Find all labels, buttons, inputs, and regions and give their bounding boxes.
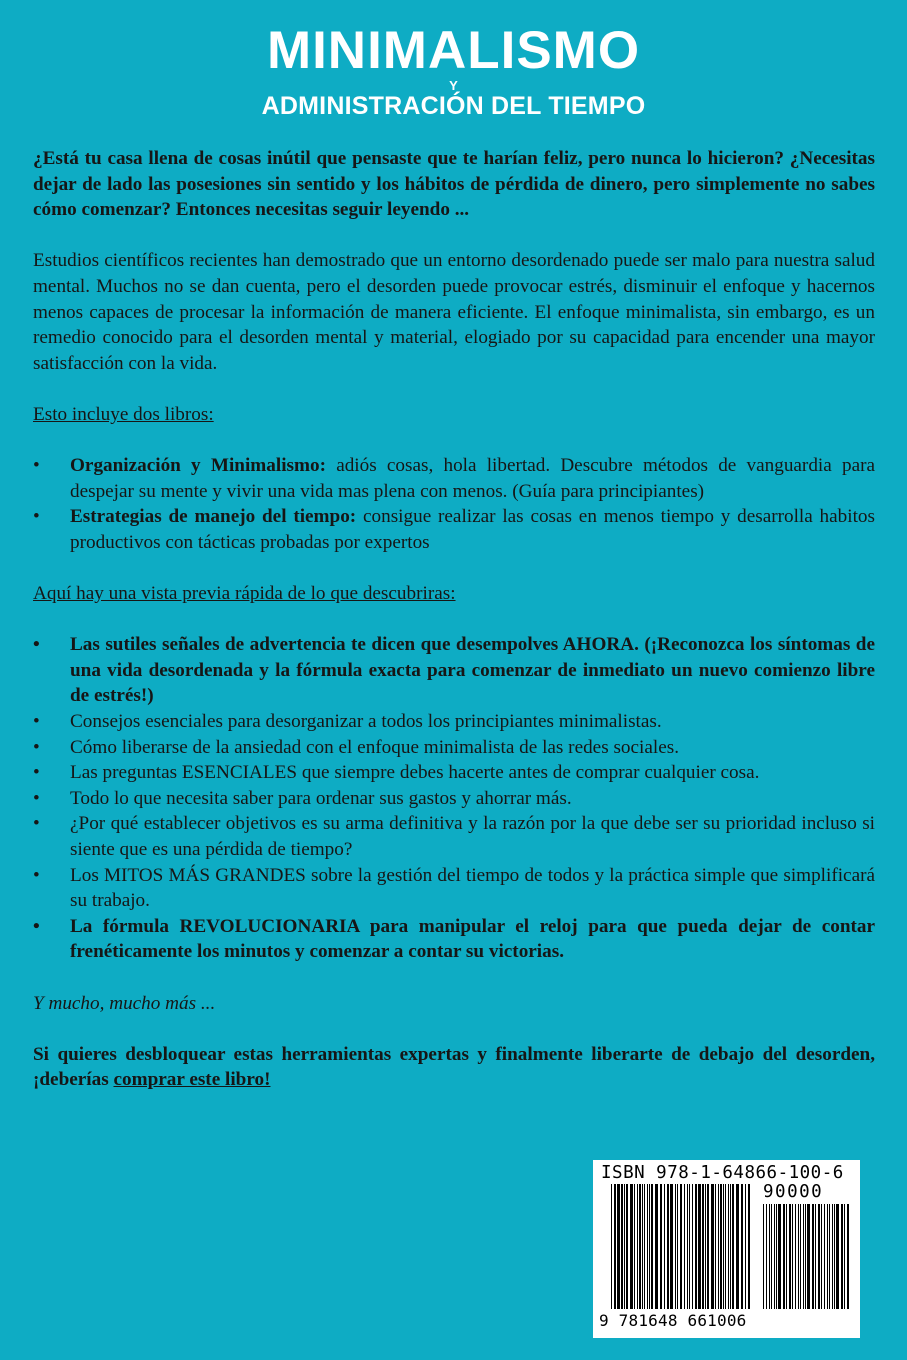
barcode-bar [836, 1204, 839, 1309]
barcode-bar [763, 1204, 764, 1309]
barcode-bar [655, 1184, 658, 1309]
call-to-action [33, 1042, 875, 1093]
barcode-bar [677, 1184, 678, 1309]
barcode-bar [789, 1204, 791, 1309]
bullet-icon: • [33, 711, 40, 733]
barcode-bar [639, 1184, 641, 1309]
barcode-bar [715, 1184, 716, 1309]
bullet-icon: • [33, 915, 40, 937]
bullet-icon: • [33, 736, 40, 758]
barcode-bar [626, 1184, 628, 1309]
isbn-number: ISBN 978-1-64866-100-6 [601, 1163, 844, 1183]
barcode-bar [637, 1184, 638, 1309]
intro-paragraph: Estudios científicos recientes han demostrado que un entorno desordenado puede ser malo para nuestra salud mental. Muchos no se dan cuenta, pero el desorden puede provocar estrés, disminuir el enfoque y hacernos menos capaces de procesar la información de manera eficiente. El enfoque minimalista, sin embargo, es un remedio conocido para el desorden mental y material, elogiado por su capacidad para encender una mayor satisfacción con la vida. [33, 250, 875, 374]
barcode-bar [766, 1204, 767, 1309]
bullet-icon: • [33, 634, 40, 656]
list-item [33, 760, 875, 786]
bullet-icon: • [33, 762, 40, 784]
barcode-bar [786, 1204, 787, 1309]
barcode-bar [847, 1204, 849, 1309]
barcode-bar [684, 1184, 685, 1309]
preview-item-text: Las preguntas ESENCIALES que siempre debes hacerte antes de comprar cualquier cosa. [70, 762, 760, 784]
barcode-bar [805, 1204, 806, 1309]
barcode-bar [664, 1184, 665, 1309]
bullet-icon: • [33, 455, 40, 477]
barcode-bar [642, 1184, 643, 1309]
bullet-icon: • [33, 506, 40, 528]
list-item [33, 914, 875, 965]
barcode-bar [827, 1204, 828, 1309]
barcode-bar [792, 1204, 793, 1309]
price-code: 90000 [763, 1182, 824, 1202]
preview-item-text: La fórmula REVOLUCIONARIA para manipular el reloj para que pueda dejar de contar frenéticamente los minutos y comenzar a contar su victorias. [70, 915, 875, 963]
cta-text: Si quieres desbloquear estas herramientas expertas y finalmente liberarte de debajo del desorden, ¡deberías [33, 1043, 875, 1091]
ean-barcode-bars [611, 1184, 753, 1324]
preview-item-text: Los MITOS MÁS GRANDES sobre la gestión del tiempo de todos y la práctica simple que simplificará su trabajo. [70, 864, 875, 912]
barcode-bar [774, 1204, 775, 1309]
barcode-bar [634, 1184, 635, 1309]
barcode-bar [736, 1184, 739, 1309]
barcode-bar [728, 1184, 729, 1309]
barcode-bar [812, 1204, 814, 1309]
barcode-bar [647, 1184, 648, 1309]
barcode-bar [834, 1204, 835, 1309]
list-item [33, 453, 875, 504]
barcode-bar [692, 1184, 693, 1309]
barcode-bar [741, 1184, 743, 1309]
book-title: MINIMALISMO [266, 21, 641, 80]
title-conjunction: Y [449, 78, 458, 93]
list-item [33, 709, 875, 735]
books-list [33, 453, 875, 555]
book-description: adiós cosas, hola libertad. Descubre métodos de vanguardia para despejar su mente y vivir una vida mas plena con menos. (Guía para principiantes) [70, 455, 875, 502]
preview-item-text: ¿Por qué establecer objetivos es su arma definitiva y la razón por la que debe ser su prioridad incluso si siente que es una pérdida de tiempo? [70, 813, 875, 861]
list-item [33, 786, 875, 812]
barcode-bar [702, 1184, 704, 1309]
book-title-item: Estrategias de manejo del tiempo: [70, 506, 357, 528]
barcode-bar [670, 1184, 673, 1309]
barcode-bar [680, 1184, 682, 1309]
list-item [33, 735, 875, 761]
addon-barcode-bars [763, 1204, 851, 1309]
book-subtitle: ADMINISTRACIÓN DEL TIEMPO [261, 92, 646, 120]
preview-item-text: Las sutiles señales de advertencia te dicen que desempolves AHORA. (¡Reconozca los síntomas de una vida desordenada y la fórmula exacta para comenzar de inmediato un nuevo comienzo libre de estrés!) [70, 634, 875, 707]
bullet-icon: • [33, 864, 40, 886]
barcode-bar [745, 1184, 746, 1309]
list-item [33, 811, 875, 862]
barcode-bar [651, 1184, 653, 1309]
barcode-bar [723, 1184, 724, 1309]
barcode-bar [821, 1204, 822, 1309]
barcode-bar [624, 1184, 625, 1309]
back-cover-text [33, 146, 875, 1093]
barcode-bar [807, 1204, 810, 1309]
barcode-bar [621, 1184, 623, 1309]
barcode-bar [818, 1204, 820, 1309]
preview-list [33, 632, 875, 965]
preview-heading: Aquí hay una vista previa rápida de lo que descubriras: [33, 583, 456, 605]
barcode-bar [732, 1184, 734, 1309]
isbn-barcode [593, 1160, 860, 1338]
barcode-bar [644, 1184, 645, 1309]
barcode-bar [832, 1204, 833, 1309]
list-item [33, 632, 875, 709]
barcode-bar [675, 1184, 676, 1309]
barcode-bar [617, 1184, 620, 1309]
barcode-bar [730, 1184, 731, 1309]
barcode-bar [707, 1184, 709, 1309]
barcode-bar [611, 1184, 612, 1309]
cover-header [0, 22, 907, 120]
book-description: consigue realizar las cosas en menos tiempo y desarrolla habitos productivos con tácticas probadas por expertos [70, 506, 875, 553]
barcode-bar [776, 1204, 777, 1309]
preview-item-text: Consejos esenciales para desorganizar a todos los principiantes minimalistas. [70, 711, 662, 733]
barcode-bar [800, 1204, 801, 1309]
book-title-item: Organización y Minimalismo: [70, 455, 326, 477]
barcode-bar [824, 1204, 825, 1309]
barcode-bar [718, 1184, 719, 1309]
barcode-bar [720, 1184, 722, 1309]
barcode-bar [798, 1204, 799, 1309]
barcode-bar [803, 1204, 804, 1309]
barcode-bar [649, 1184, 650, 1309]
barcode-bar [711, 1184, 714, 1309]
bullet-icon: • [33, 813, 40, 835]
barcode-bar [844, 1204, 845, 1309]
bullet-icon: • [33, 787, 40, 809]
barcode-bar [748, 1184, 750, 1309]
barcode-bar [783, 1204, 785, 1309]
barcode-bar [614, 1184, 616, 1309]
barcode-bar [689, 1184, 690, 1309]
barcode-bar [630, 1184, 633, 1309]
barcode-bar [725, 1184, 726, 1309]
barcode-bar [705, 1184, 706, 1309]
list-item [33, 863, 875, 914]
barcode-bar [795, 1204, 796, 1309]
barcode-bar [815, 1204, 816, 1309]
barcode-bar [695, 1184, 697, 1309]
and-more-text: Y mucho, mucho más ... [33, 992, 216, 1014]
buy-book-link[interactable]: comprar este libro! [113, 1069, 271, 1091]
barcode-bar [829, 1204, 830, 1309]
list-item [33, 504, 875, 555]
barcode-bar [778, 1204, 781, 1309]
preview-item-text: Cómo liberarse de la ansiedad con el enfoque minimalista de las redes sociales. [70, 736, 679, 758]
preview-item-text: Todo lo que necesita saber para ordenar sus gastos y ahorrar más. [70, 787, 572, 809]
barcode-digits: 9 781648 661006 [599, 1311, 747, 1330]
barcode-bar [667, 1184, 669, 1309]
barcode-bar [660, 1184, 662, 1309]
intro-hook: ¿Está tu casa llena de cosas inútil que pensaste que te harían feliz, pero nunca lo hicieron? ¿Necesitas dejar de lado las posesiones sin sentido y los hábitos de pérdida de dinero, pero simplemente no sabes cómo comenzar? Entonces necesitas seguir leyendo ... [33, 148, 875, 221]
barcode-bar [687, 1184, 688, 1309]
barcode-bar [771, 1204, 772, 1309]
barcode-bar [769, 1204, 770, 1309]
barcode-bar [841, 1204, 843, 1309]
barcode-bar [698, 1184, 701, 1309]
books-heading: Esto incluye dos libros: [33, 403, 214, 425]
